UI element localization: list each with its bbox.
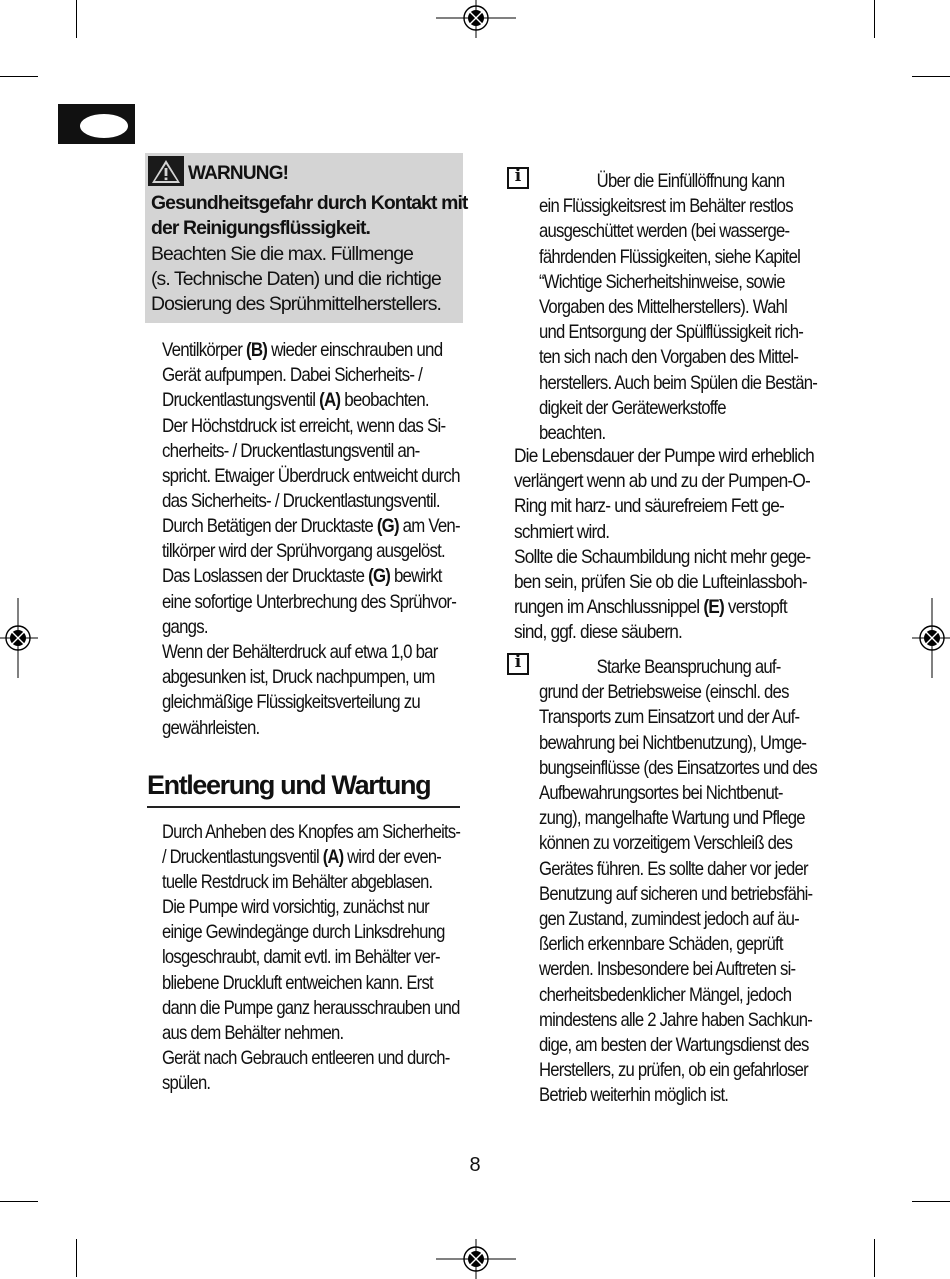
warning-title: WARNUNG! — [188, 163, 289, 184]
language-oval — [80, 114, 128, 138]
section-title: Entleerung und Wartung — [147, 770, 431, 800]
left-paragraph-2: Durch Betätigen der Drucktaste (G) am Ven- tilkörper wird der Sprühvorgang ausgelöst. Das Loslassen der Drucktaste (G) bewirkt eine sofortige Unterbrechung des Sprühvor- gangs. Wenn der Behälterdruck auf etwa 1,0 bar abgesunken ist, Druck nachpumpen, um gleichmäßige Flüssigkeitsverteilung zu gewährleisten. — [162, 515, 460, 739]
registration-mark-icon — [436, 0, 516, 38]
info-note-1: Über die Einfüllöffnung kann ein Flüssigkeitsrest im Behälter restlos ausgeschüttet werden (bei wasserge- fährdenden Flüssigkeiten, siehe Kapitel “Wichtige Sicherheitshinweise, sowie Vorgaben des Mittelherstellers). Wahl und Entsorgung der Spülflüssigkeit rich- ten sich nach den Vorgaben des Mittel- herstellers. Auch beim Spülen die Bestän- digkeit der Gerätewerkstoffe beachten. — [539, 170, 818, 445]
registration-mark-icon — [912, 598, 950, 678]
warning-triangle-icon — [148, 156, 184, 186]
crop-mark — [874, 0, 875, 38]
left-paragraph-3: Durch Anheben des Knopfes am Sicherheits- / Druckentlastungsventil (A) wird der even- tuelle Restdruck im Behälter abgeblasen. — [162, 821, 461, 894]
page-number: 8 — [469, 1154, 481, 1176]
crop-mark — [0, 76, 38, 77]
left-paragraph-4: Die Pumpe wird vorsichtig, zunächst nur einige Gewindegänge durch Linksdrehung losgeschraubt, damit evtl. im Behälter ver- bliebene Druckluft entweichen kann. Erst dann die Pumpe ganz herausschrauben und aus dem Behälter nehmen. Gerät nach Gebrauch entleeren und durch- spülen. — [162, 896, 460, 1095]
registration-mark-icon — [436, 1239, 516, 1279]
crop-mark — [874, 1239, 875, 1277]
info-note-2: Starke Beanspruchung auf- grund der Betriebsweise (einschl. des Transports zum Einsatzort und der Auf- bewahrung bei Nichtbenutzung), Umge- bungseinflüsse (des Einsatzortes und des Aufbewahrungsortes bei Nichtbenut- zung), mangelhafte Wartung und Pflege können zu vorzeitigem Verschleiß des Gerätes führen. Es sollte daher vor jeder Benutzung auf sicheren und betriebsfähi- gen Zustand, zumindest jedoch auf äu- ßerlich erkennbare Schäden, geprüft werden. Insbesondere bei Auftreten si- cherheitsbedenklicher Mängel, jedoch mindestens alle 2 Jahre haben Sachkun- dige, am besten der Wartungsdienst des Herstellers, zu prüfen, ob ein gefahrloser Betrieb weiterhin möglich ist. — [539, 656, 817, 1107]
info-icon-glyph: i — [514, 652, 522, 672]
left-paragraph-1: Ventilkörper (B) wieder einschrauben und Gerät aufpumpen. Dabei Sicherheits- / Druckentlastungsventil (A) beobachten. Der Höchstdruck ist erreicht, wenn das Si- cherheits- / Druckentlastungsventil an- spricht. Etwaiger Überdruck entweicht durch das Sicherheits- / Druckentlastungsventil. — [162, 339, 460, 513]
info-icon — [507, 653, 529, 675]
warning-heading: Gesundheitsgefahr durch Kontakt mit der Reinigungsflüssigkeit. — [151, 192, 468, 239]
section-divider — [147, 806, 460, 808]
crop-mark — [0, 1201, 38, 1202]
info-icon-glyph: i — [514, 166, 522, 186]
crop-mark — [912, 76, 950, 77]
crop-mark — [76, 0, 77, 38]
warning-body: Beachten Sie die max. Füllmenge (s. Technische Daten) und die richtige Dosierung des Sprühmittelherstellers. — [151, 243, 442, 315]
crop-mark — [76, 1239, 77, 1277]
info-icon — [507, 167, 529, 189]
crop-mark — [912, 1201, 950, 1202]
language-tab — [58, 104, 135, 144]
right-paragraph-1: Die Lebensdauer der Pumpe wird erheblich verlängert wenn ab und zu der Pumpen-O- Ring mit harz- und säurefreiem Fett ge- schmiert wird. Sollte die Schaumbildung nicht mehr gege- ben sein, prüfen Sie ob die Lufteinlassboh- rungen im Anschlussnippel (E) verstopft sind, ggf. diese säubern. — [514, 445, 814, 644]
registration-mark-icon — [0, 598, 38, 678]
